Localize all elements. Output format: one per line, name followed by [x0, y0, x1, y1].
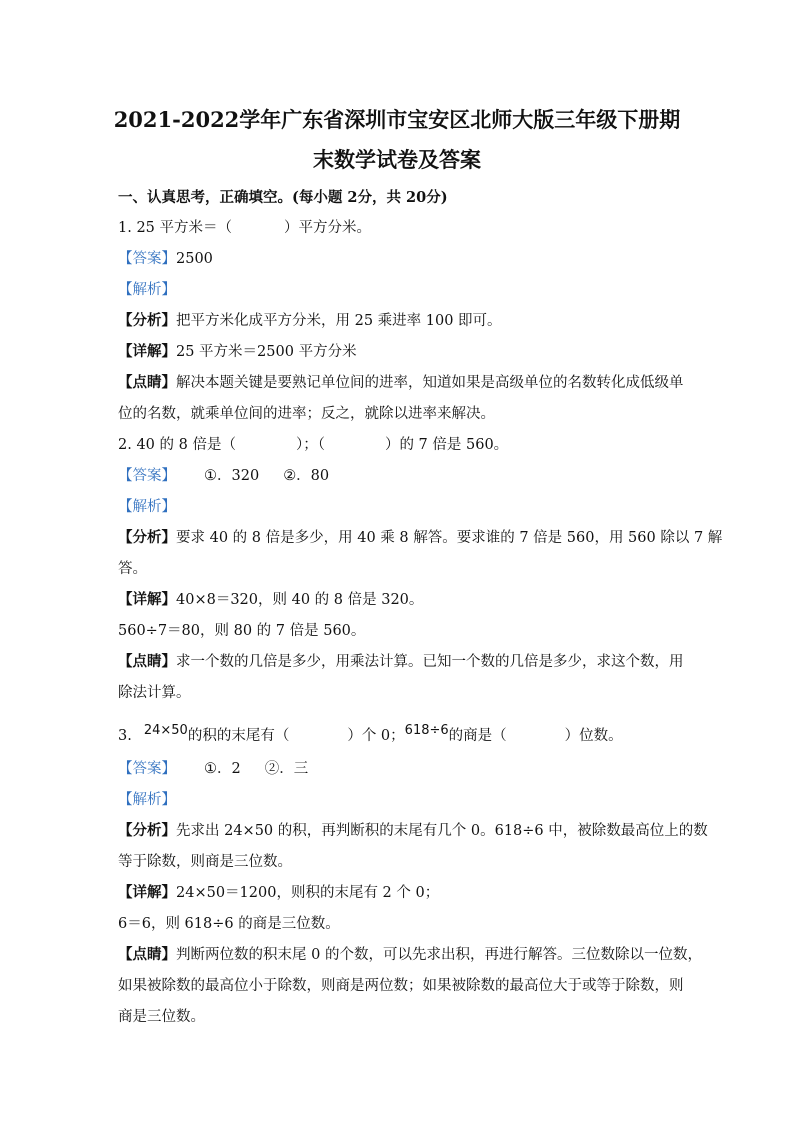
- q3-analysis-tag: 【解析】: [118, 792, 176, 808]
- q3-dianjing: 【点睛】判断两位数的积末尾 0 的个数，可以先求出积，再进行解答。三位数除以一位数，: [118, 946, 702, 963]
- q3-detail: 【详解】24×50＝1200，则积的末尾有 2 个 0；: [118, 884, 440, 901]
- q1-stem-a: 1. 25 平方米＝（: [118, 220, 233, 236]
- q1-fenxi: 【分析】把平方米化成平方分米，用 25 乘进率 100 即可。: [118, 312, 502, 329]
- q2-dianjing-cont: 除法计算。: [118, 685, 191, 701]
- q3-answer-1: ①．2: [204, 761, 241, 777]
- q2-fenxi-cont: 答。: [118, 561, 147, 577]
- q3-dianjing-cont2: 商是三位数。: [118, 1009, 205, 1025]
- q1-stem-b: ）平方分米。: [284, 220, 372, 236]
- q1-analysis-tag: 【解析】: [118, 282, 176, 298]
- q1-dianjing: 【点睛】解决本题关键是要熟记单位间的进率，知道如果是高级单位的名数转化成低级单: [118, 374, 684, 391]
- dianjing-tag: 【点睛】: [118, 374, 176, 391]
- detail-tag: 【详解】: [118, 343, 176, 360]
- q1-detail: 【详解】25 平方米＝2500 平方分米: [118, 343, 357, 360]
- q3-expr-1: 24×50: [143, 723, 188, 738]
- q1-stem: [118, 218, 678, 238]
- q2-stem: 2. 40 的 8 倍是（ ）；（ ）的 7 倍是 560。: [118, 437, 509, 453]
- doc-title-line2: 末数学试卷及答案: [313, 147, 481, 172]
- q2-detail: 【详解】40×8＝320，则 40 的 8 倍是 320。: [118, 591, 424, 608]
- q3-fenxi-cont: 等于除数，则商是三位数。: [118, 854, 292, 870]
- q1-answer-row: [118, 249, 678, 269]
- q1-answer: 2500: [176, 251, 213, 267]
- q2-answer-1: ①．320: [204, 468, 260, 484]
- q3-dianjing-cont: 如果被除数的最高位小于除数，则商是两位数；如果被除数的最高位大于或等于除数，则: [118, 978, 684, 994]
- answer-tag: 【答案】: [118, 251, 176, 267]
- doc-title-line1: 2021-2022学年广东省深圳市宝安区北师大版三年级下册期: [113, 107, 681, 132]
- q2-analysis-tag: 【解析】: [118, 499, 176, 515]
- q1-dianjing-cont: 位的名数，就乘单位间的进率；反之，就除以进率来解决。: [118, 406, 495, 422]
- q3-detail-cont: 6＝6，则 618÷6 的商是三位数。: [118, 916, 340, 932]
- q3-answer-2: ②．三: [264, 761, 309, 777]
- q2-dianjing: 【点睛】求一个数的几倍是多少，用乘法计算。已知一个数的几倍是多少，求这个数，用: [118, 653, 684, 670]
- q3-fenxi: 【分析】先求出 24×50 的积，再判断积的末尾有几个 0。618÷6 中，被除数最高位上的数: [118, 822, 708, 839]
- q2-answer-row: 【答案】 ①．320 ②．80: [118, 468, 330, 484]
- q3-stem: 3. 24×50的积的末尾有（ ）个 0；618÷6的商是（ ）位数。: [118, 723, 623, 744]
- q2-detail-cont: 560÷7＝80，则 80 的 7 倍是 560。: [118, 623, 366, 639]
- section-heading: 一、认真思考，正确填空。(每小题 2分，共 20分): [118, 189, 448, 206]
- q2-fenxi: 【分析】要求 40 的 8 倍是多少，用 40 乘 8 解答。要求谁的 7 倍是 560，用 560 除以 7 解: [118, 529, 723, 546]
- q3-expr-2: 618÷6: [404, 723, 449, 738]
- fenxi-tag: 【分析】: [118, 312, 176, 329]
- q2-answer-2: ②．80: [283, 468, 330, 484]
- q3-answer-row: 【答案】 ①．2 ②．三: [118, 761, 309, 777]
